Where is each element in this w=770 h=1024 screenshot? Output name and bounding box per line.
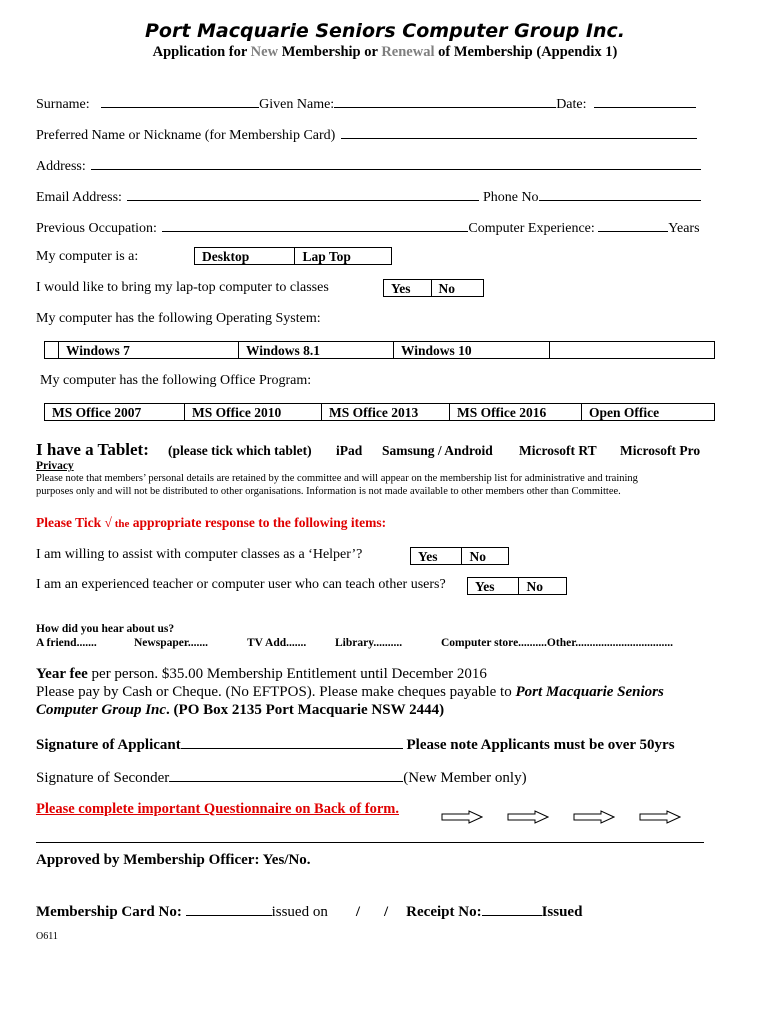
seconder-signature-field[interactable] (169, 768, 403, 782)
os-label: My computer has the following Operating System: (36, 311, 321, 326)
option-windows-8-1[interactable]: Windows 8.1 (239, 342, 394, 358)
helper-yes[interactable]: Yes (411, 548, 462, 564)
hear-heading: How did you hear about us? (36, 623, 175, 635)
arrow-group (441, 808, 681, 826)
tablet-microsoft-rt[interactable]: Microsoft RT (519, 443, 597, 458)
hear-computer-store-other[interactable]: Computer store..........Other.................................. (441, 637, 674, 649)
surname-label: Surname: (36, 97, 90, 112)
age-note: Please note Applicants must be over 50yrs (402, 737, 675, 753)
option-laptop[interactable]: Lap Top (302, 249, 351, 264)
applicant-signature-row (36, 735, 675, 754)
bring-laptop-options (383, 279, 484, 297)
card-no-field[interactable] (186, 902, 272, 916)
subtitle-text: Application for (152, 44, 251, 60)
issued-on-label: issued on (271, 904, 328, 920)
preferred-name-field[interactable] (341, 125, 697, 139)
subtitle-text-end: of Membership (Appendix 1) (434, 44, 618, 60)
tick-text-pre: Please Tick (36, 515, 105, 530)
hear-friend[interactable]: A friend....... (36, 637, 97, 649)
given-name-label: Given Name: (259, 97, 335, 112)
privacy-heading: Privacy (36, 460, 74, 472)
receipt-label: Receipt No: (406, 904, 482, 920)
questionnaire-note: Please complete important Questionnaire on Back of form. (36, 801, 399, 817)
bring-laptop-label: I would like to bring my lap-top computer to classes (36, 280, 329, 295)
form-title: Port Macquarie Seniors Computer Group Inc. (144, 20, 626, 42)
experience-label: Computer Experience: (468, 221, 595, 236)
os-blank-cell (45, 342, 59, 358)
occupation-label: Previous Occupation: (36, 221, 157, 236)
preferred-name-row (36, 125, 697, 144)
occupation-field[interactable] (162, 218, 468, 232)
receipt-field[interactable] (482, 902, 542, 916)
option-office-2013[interactable]: MS Office 2013 (322, 404, 450, 420)
applicant-signature-label: Signature of Applicant (36, 737, 181, 753)
surname-row (36, 94, 696, 113)
date-field[interactable] (594, 94, 696, 108)
subtitle-new: New (250, 44, 279, 60)
issued-label: Issued (541, 904, 583, 920)
address-row (36, 156, 701, 175)
seconder-note: (New Member only) (403, 770, 527, 786)
helper-no[interactable]: No (469, 549, 486, 564)
teacher-options (467, 577, 567, 595)
right-arrow-icon (507, 810, 549, 824)
experience-field[interactable] (598, 218, 668, 232)
office-label: My computer has the following Office Program: (40, 373, 312, 388)
tablet-row (36, 440, 149, 460)
privacy-text-line-2: purposes only and will not be distributed to other organisations. Information is not made available to other members other than Committee. (36, 486, 621, 497)
occupation-row (36, 218, 700, 237)
form-code: O611 (36, 931, 58, 942)
email-label: Email Address: (36, 190, 122, 205)
os-options (44, 341, 715, 359)
fee-line-2 (36, 684, 664, 701)
os-other-cell[interactable] (550, 342, 714, 358)
option-windows-10[interactable]: Windows 10 (394, 342, 550, 358)
privacy-text-line-1: Please note that members’ personal details are retained by the committee and will appear on the membership list for administrative and training (36, 473, 638, 484)
computer-type-options (194, 247, 392, 265)
option-desktop[interactable]: Desktop (195, 248, 295, 264)
teacher-yes[interactable]: Yes (468, 578, 519, 594)
hear-tv[interactable]: TV Add....... (247, 637, 307, 649)
payment-text: Please pay by Cash or Cheque. (No EFTPOS). Please make cheques payable to (36, 684, 516, 700)
payee-name: Port Macquarie Seniors (515, 684, 664, 700)
tick-instruction (36, 515, 386, 531)
option-office-2010[interactable]: MS Office 2010 (185, 404, 322, 420)
tablet-heading: I have a Tablet: (36, 440, 149, 459)
phone-field[interactable] (539, 187, 701, 201)
teacher-no[interactable]: No (526, 579, 543, 594)
preferred-name-label: Preferred Name or Nickname (for Membership Card) (36, 128, 336, 143)
date-slash: / (355, 904, 360, 920)
tick-text-post: appropriate response to the following items: (129, 515, 387, 530)
surname-field[interactable] (101, 94, 259, 108)
subtitle-text-mid: Membership or (278, 44, 382, 60)
helper-question: I am willing to assist with computer classes as a ‘Helper’? (36, 547, 363, 562)
option-office-2016[interactable]: MS Office 2016 (450, 404, 582, 420)
fee-line-3 (36, 702, 444, 719)
year-fee-label: Year fee (36, 666, 88, 682)
email-field[interactable] (127, 187, 479, 201)
office-options (44, 403, 715, 421)
right-arrow-icon (441, 810, 483, 824)
subtitle-renewal: Renewal (381, 44, 435, 60)
given-name-field[interactable] (334, 94, 556, 108)
option-open-office[interactable]: Open Office (589, 405, 660, 420)
seconder-signature-row (36, 768, 527, 787)
teacher-question: I am an experienced teacher or computer user who can teach other users? (36, 577, 446, 592)
membership-card-row (36, 902, 582, 921)
tablet-ipad[interactable]: iPad (336, 443, 363, 458)
payee-name-cont: Computer Group Inc (36, 702, 167, 718)
tick-symbol: √ (104, 515, 112, 530)
email-row (36, 187, 701, 206)
approved-line: Approved by Membership Officer: Yes/No. (36, 852, 311, 868)
card-no-label: Membership Card No: (36, 904, 186, 920)
date-label: Date: (556, 97, 587, 112)
address-label: Address: (36, 159, 86, 174)
bring-laptop-no[interactable]: No (438, 281, 456, 296)
form-subtitle (0, 44, 770, 61)
tick-text-the: the (111, 518, 130, 530)
applicant-signature-field[interactable] (181, 735, 403, 749)
address-field[interactable] (91, 156, 701, 170)
helper-options (410, 547, 509, 565)
option-windows-7[interactable]: Windows 7 (59, 342, 239, 358)
computer-type-label: My computer is a: (36, 249, 139, 264)
right-arrow-icon (639, 810, 681, 824)
tablet-hint: (please tick which tablet) (168, 443, 312, 458)
tablet-samsung-android[interactable]: Samsung / Android (382, 443, 493, 458)
office-use-divider (36, 842, 704, 843)
right-arrow-icon (573, 810, 615, 824)
years-label: Years (668, 221, 700, 236)
fee-line-1 (36, 666, 487, 683)
fee-text: per person. $35.00 Membership Entitlement until December 2016 (87, 666, 487, 682)
tablet-microsoft-pro[interactable]: Microsoft Pro (620, 443, 701, 458)
hear-library[interactable]: Library.......... (335, 637, 403, 649)
hear-newspaper[interactable]: Newspaper....... (134, 637, 209, 649)
bring-laptop-yes[interactable]: Yes (384, 280, 432, 296)
po-box: . (PO Box 2135 Port Macquarie NSW 2444) (166, 702, 445, 718)
seconder-signature-label: Signature of Seconder (36, 770, 170, 786)
date-slash: / (384, 904, 389, 920)
option-office-2007[interactable]: MS Office 2007 (45, 404, 185, 420)
phone-label: Phone No (482, 190, 539, 205)
